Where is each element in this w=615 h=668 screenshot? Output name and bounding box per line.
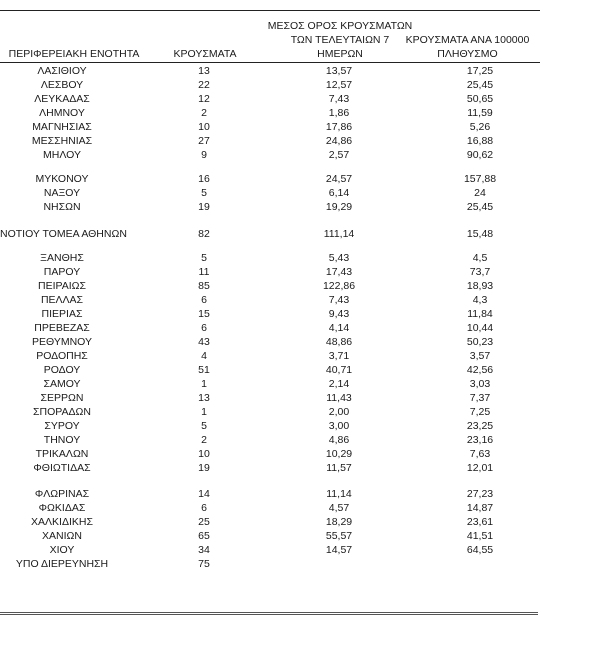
per-100k-cell: 50,23 — [466, 336, 494, 348]
region-cell: ΡΕΘΥΜΝΟΥ — [31, 336, 92, 348]
cases-cell: 85 — [198, 280, 210, 292]
cases-cell: 2 — [201, 434, 207, 446]
per-100k-cell: 3,57 — [469, 350, 491, 362]
cases-cell: 5 — [201, 187, 207, 199]
cases-cell: 19 — [198, 462, 210, 474]
table-row — [0, 200, 540, 214]
table-row — [0, 265, 540, 279]
cases-cell: 12 — [198, 93, 210, 105]
table-row — [0, 134, 540, 148]
region-cell: ΥΠΟ ΔΙΕΡΕΥΝΗΣΗ — [15, 558, 109, 570]
avg-7-days-cell: 111,14 — [323, 228, 355, 240]
table-row — [0, 349, 540, 363]
per-100k-cell: 25,45 — [466, 79, 494, 91]
cases-cell: 34 — [198, 544, 210, 556]
table-top-rule — [0, 10, 540, 11]
per-100k-cell: 90,62 — [466, 149, 494, 161]
table-row — [0, 148, 540, 162]
per-100k-cell: 50,65 — [466, 93, 494, 105]
cases-cell: 9 — [201, 149, 207, 161]
cases-cell: 51 — [198, 364, 210, 376]
cases-cell: 6 — [201, 502, 207, 514]
header-avg-line2: ΤΩΝ ΤΕΛΕΥΤΑΙΩΝ 7 — [290, 34, 390, 46]
table-row — [0, 529, 540, 543]
cases-cell: 5 — [201, 420, 207, 432]
cases-cell: 10 — [198, 121, 210, 133]
region-cell: ΦΘΙΩΤΙΔΑΣ — [33, 462, 91, 474]
per-100k-cell: 4,5 — [472, 252, 488, 264]
avg-7-days-cell: 11,57 — [326, 462, 352, 474]
region-cell: ΠΙΕΡΙΑΣ — [41, 308, 83, 320]
avg-7-days-cell: 4,86 — [328, 434, 350, 446]
header-avg-line1: ΜΕΣΟΣ ΟΡΟΣ ΚΡΟΥΣΜΑΤΩΝ — [267, 20, 413, 32]
region-cell: ΜΑΓΝΗΣΙΑΣ — [32, 121, 92, 133]
avg-7-days-cell: 14,57 — [325, 544, 353, 556]
per-100k-cell: 12,01 — [466, 462, 494, 474]
table-row — [0, 279, 540, 293]
avg-7-days-cell: 122,86 — [322, 280, 356, 292]
per-100k-cell: 23,61 — [466, 516, 494, 528]
table-row — [0, 120, 540, 134]
region-cell: ΠΑΡΟΥ — [43, 266, 81, 278]
header-avg-7-days — [265, 19, 415, 61]
avg-7-days-cell: 24,86 — [325, 135, 353, 147]
avg-7-days-cell: 40,71 — [325, 364, 353, 376]
per-100k-cell: 25,45 — [466, 201, 494, 213]
cases-cell: 6 — [201, 322, 207, 334]
cases-cell: 82 — [198, 228, 210, 240]
per-100k-cell: 14,87 — [466, 502, 494, 514]
region-cell: ΠΡΕΒΕΖΑΣ — [34, 322, 90, 334]
per-100k-cell: 17,25 — [466, 65, 494, 77]
table-row — [0, 501, 540, 515]
per-100k-cell: 11,84 — [467, 308, 493, 320]
table-row — [0, 293, 540, 307]
region-cell: ΛΑΣΙΘΙΟΥ — [37, 65, 87, 77]
cases-cell: 43 — [198, 336, 210, 348]
per-100k-cell: 64,55 — [466, 544, 494, 556]
region-cell: ΦΩΚΙΔΑΣ — [38, 502, 86, 514]
cases-cell: 2 — [201, 107, 207, 119]
region-cell: ΣΠΟΡΑΔΩΝ — [33, 406, 91, 418]
table-row — [0, 405, 540, 419]
cases-cell: 11 — [198, 266, 210, 278]
per-100k-cell: 3,03 — [469, 378, 491, 390]
avg-7-days-cell: 11,43 — [326, 392, 352, 404]
table-row — [0, 251, 540, 265]
region-cell: ΞΑΝΘΗΣ — [40, 252, 84, 264]
region-cell: ΝΗΣΩΝ — [43, 201, 81, 213]
table-row — [0, 227, 540, 241]
avg-7-days-cell: 18,29 — [325, 516, 353, 528]
per-100k-cell: 157,88 — [463, 173, 497, 185]
avg-7-days-cell: 11,14 — [326, 488, 352, 500]
cases-cell: 19 — [198, 201, 210, 213]
header-rule — [0, 62, 540, 63]
cases-cell: 5 — [201, 252, 207, 264]
cases-cell: 1 — [201, 406, 207, 418]
per-100k-cell: 10,44 — [466, 322, 494, 334]
table-row — [0, 433, 540, 447]
cases-cell: 27 — [198, 135, 210, 147]
avg-7-days-cell: 7,43 — [328, 93, 350, 105]
avg-7-days-cell: 17,43 — [325, 266, 353, 278]
region-cell: ΣΑΜΟΥ — [43, 378, 81, 390]
region-cell: ΧΑΛΚΙΔΙΚΗΣ — [31, 516, 93, 528]
table-row — [0, 172, 540, 186]
avg-7-days-cell: 6,14 — [328, 187, 350, 199]
header-avg-line3: ΗΜΕΡΩΝ — [317, 48, 363, 60]
table-row — [0, 321, 540, 335]
region-cell: ΦΛΩΡΙΝΑΣ — [34, 488, 90, 500]
avg-7-days-cell: 3,71 — [328, 350, 350, 362]
table-row — [0, 307, 540, 321]
region-cell: ΜΗΛΟΥ — [43, 149, 81, 161]
avg-7-days-cell: 2,14 — [328, 378, 350, 390]
cases-cell: 65 — [198, 530, 210, 542]
avg-7-days-cell: 4,14 — [328, 322, 350, 334]
table-row — [0, 186, 540, 200]
region-cell: ΛΕΣΒΟΥ — [40, 79, 84, 91]
per-100k-cell: 23,25 — [466, 420, 494, 432]
per-100k-cell: 24 — [474, 187, 486, 199]
cases-cell: 16 — [198, 173, 210, 185]
table-bottom-double-rule — [0, 612, 538, 615]
table-row — [0, 64, 540, 78]
region-cell: ΠΕΛΛΑΣ — [40, 294, 84, 306]
table-row — [0, 106, 540, 120]
table-row — [0, 363, 540, 377]
cases-cell: 22 — [198, 79, 210, 91]
table-row — [0, 447, 540, 461]
table-row — [0, 543, 540, 557]
avg-7-days-cell: 19,29 — [325, 201, 353, 213]
region-cell: ΜΥΚΟΝΟΥ — [35, 173, 89, 185]
header-per-line2: ΠΛΗΘΥΣΜΟ — [437, 48, 498, 60]
cases-cell: 13 — [198, 392, 210, 404]
table-row — [0, 335, 540, 349]
cases-cell: 15 — [198, 308, 210, 320]
avg-7-days-cell: 1,86 — [328, 107, 350, 119]
table-row — [0, 391, 540, 405]
table-row — [0, 377, 540, 391]
header-per-line1: ΚΡΟΥΣΜΑΤΑ ΑΝΑ 100000 — [405, 34, 530, 46]
per-100k-cell: 73,7 — [469, 266, 491, 278]
per-100k-cell: 42,56 — [466, 364, 494, 376]
header-region: ΠΕΡΙΦΕΡΕΙΑΚΗ ΕΝΟΤΗΤΑ — [8, 48, 140, 60]
per-100k-cell: 16,88 — [466, 135, 494, 147]
table-row — [0, 78, 540, 92]
avg-7-days-cell: 2,57 — [328, 149, 350, 161]
per-100k-cell: 5,26 — [469, 121, 491, 133]
region-cell: ΛΕΥΚΑΔΑΣ — [34, 93, 90, 105]
cases-cell: 75 — [198, 558, 210, 570]
region-cell: ΤΡΙΚΑΛΩΝ — [35, 448, 89, 460]
cases-cell: 6 — [201, 294, 207, 306]
table-row — [0, 419, 540, 433]
per-100k-cell: 11,59 — [467, 107, 493, 119]
cases-cell: 14 — [198, 488, 210, 500]
table-row — [0, 515, 540, 529]
avg-7-days-cell: 7,43 — [328, 294, 350, 306]
table-row — [0, 487, 540, 501]
avg-7-days-cell: 5,43 — [328, 252, 350, 264]
avg-7-days-cell: 24,57 — [325, 173, 353, 185]
per-100k-cell: 4,3 — [472, 294, 488, 306]
region-cell: ΝΟΤΙΟΥ ΤΟΜΕΑ ΑΘΗΝΩΝ — [0, 228, 127, 240]
cases-cell: 4 — [201, 350, 207, 362]
per-100k-cell: 27,23 — [466, 488, 494, 500]
table-row — [0, 92, 540, 106]
table-row — [0, 557, 540, 571]
region-cell: ΡΟΔΟΥ — [43, 364, 81, 376]
per-100k-cell: 41,51 — [466, 530, 494, 542]
region-cell: ΠΕΙΡΑΙΩΣ — [38, 280, 86, 292]
cases-cell: 25 — [198, 516, 210, 528]
header-per-100k — [400, 33, 535, 61]
region-cell: ΧΑΝΙΩΝ — [42, 530, 82, 542]
region-cell: ΜΕΣΣΗΝΙΑΣ — [31, 135, 93, 147]
avg-7-days-cell: 12,57 — [325, 79, 353, 91]
cases-cell: 10 — [198, 448, 210, 460]
avg-7-days-cell: 13,57 — [325, 65, 353, 77]
region-cell: ΡΟΔΟΠΗΣ — [36, 350, 88, 362]
avg-7-days-cell: 55,57 — [325, 530, 353, 542]
per-100k-cell: 18,93 — [466, 280, 494, 292]
region-cell: ΝΑΞΟΥ — [43, 187, 81, 199]
per-100k-cell: 15,48 — [466, 228, 494, 240]
avg-7-days-cell: 9,43 — [328, 308, 350, 320]
per-100k-cell: 23,16 — [466, 434, 494, 446]
cases-cell: 1 — [201, 378, 207, 390]
region-cell: ΤΗΝΟΥ — [43, 434, 81, 446]
region-cell: ΧΙΟΥ — [49, 544, 75, 556]
header-cases: ΚΡΟΥΣΜΑΤΑ — [173, 48, 237, 60]
per-100k-cell: 7,63 — [469, 448, 491, 460]
region-cell: ΣΥΡΟΥ — [44, 420, 80, 432]
cases-cell: 13 — [198, 65, 210, 77]
region-cell: ΣΕΡΡΩΝ — [40, 392, 84, 404]
avg-7-days-cell: 10,29 — [325, 448, 353, 460]
region-cell: ΛΗΜΝΟΥ — [39, 107, 85, 119]
per-100k-cell: 7,25 — [469, 406, 491, 418]
avg-7-days-cell: 48,86 — [325, 336, 353, 348]
avg-7-days-cell: 17,86 — [325, 121, 353, 133]
avg-7-days-cell: 2,00 — [328, 406, 350, 418]
avg-7-days-cell: 3,00 — [328, 420, 350, 432]
avg-7-days-cell: 4,57 — [328, 502, 350, 514]
table-row — [0, 461, 540, 475]
per-100k-cell: 7,37 — [469, 392, 491, 404]
